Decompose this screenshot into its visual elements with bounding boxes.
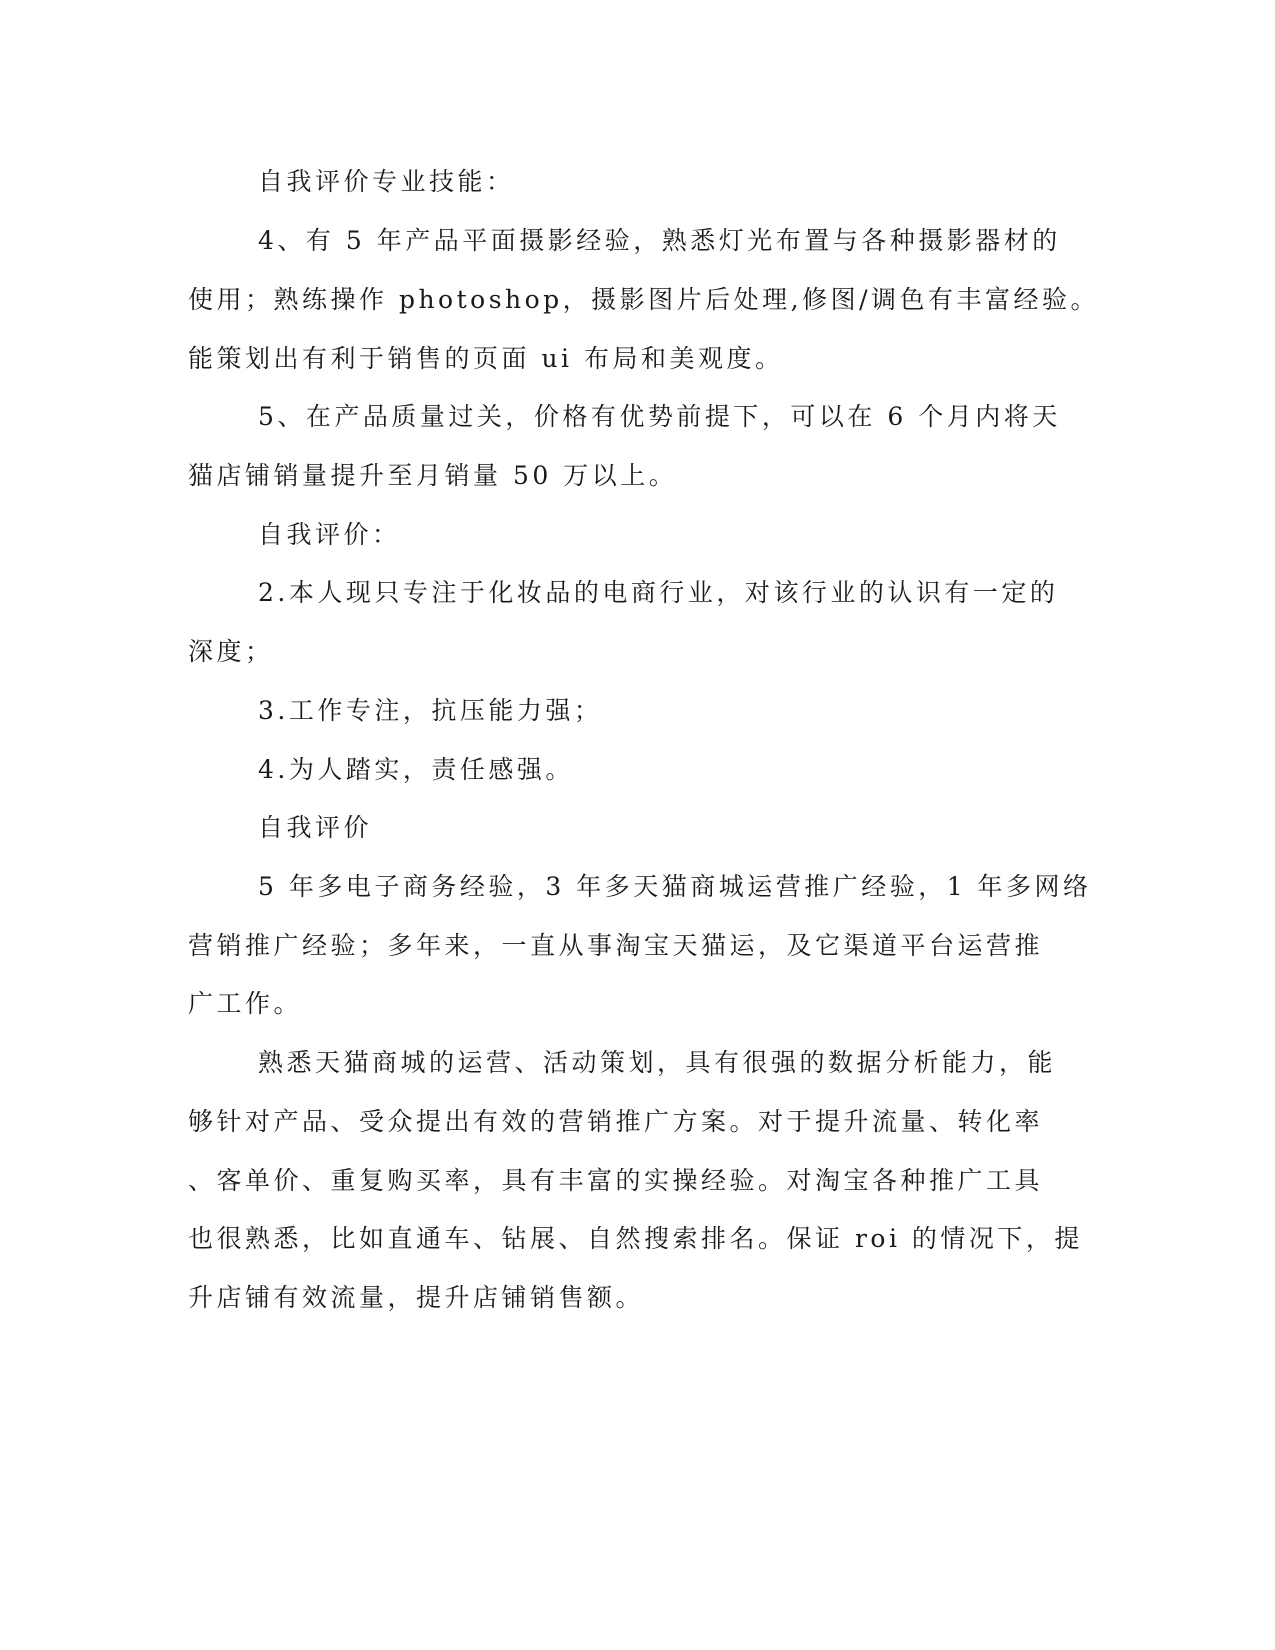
paragraph-line: 4.为人踏实，责任感强。	[258, 755, 574, 784]
paragraph-line: 熟悉天猫商城的运营、活动策划，具有很强的数据分析能力，能	[258, 1048, 1057, 1077]
paragraph-line: 深度；	[188, 637, 274, 666]
paragraph-line: 、客单价、重复购买率，具有丰富的实操经验。对淘宝各种推广工具	[188, 1166, 1044, 1195]
section-heading-self-evaluation: 自我评价：	[258, 520, 401, 549]
section-heading-professional-skills: 自我评价专业技能：	[258, 167, 515, 196]
paragraph-line: 能策划出有利于销售的页面 ui 布局和美观度。	[188, 344, 784, 373]
paragraph-line: 够针对产品、受众提出有效的营销推广方案。对于提升流量、转化率	[188, 1107, 1044, 1136]
paragraph-line: 4、有 5 年产品平面摄影经验，熟悉灯光布置与各种摄影器材的	[258, 226, 1061, 255]
paragraph-line: 5、在产品质量过关，价格有优势前提下，可以在 6 个月内将天	[258, 402, 1061, 431]
paragraph-line: 猫店铺销量提升至月销量 50 万以上。	[188, 461, 678, 490]
section-heading-self-evaluation-2: 自我评价	[258, 813, 373, 842]
paragraph-line: 广工作。	[188, 989, 303, 1018]
paragraph-line: 也很熟悉，比如直通车、钻展、自然搜索排名。保证 roi 的情况下，提	[188, 1224, 1083, 1253]
paragraph-line: 营销推广经验；多年来，一直从事淘宝天猫运，及它渠道平台运营推	[188, 931, 1044, 960]
paragraph-line: 使用；熟练操作 photoshop，摄影图片后处理,修图/调色有丰富经验。	[188, 285, 1100, 314]
paragraph-line: 升店铺有效流量，提升店铺销售额。	[188, 1283, 645, 1312]
paragraph-line: 3.工作专注，抗压能力强；	[258, 696, 603, 725]
paragraph-line: 2.本人现只专注于化妆品的电商行业，对该行业的认识有一定的	[258, 578, 1059, 607]
paragraph-line: 5 年多电子商务经验，3 年多天猫商城运营推广经验，1 年多网络	[258, 872, 1092, 901]
